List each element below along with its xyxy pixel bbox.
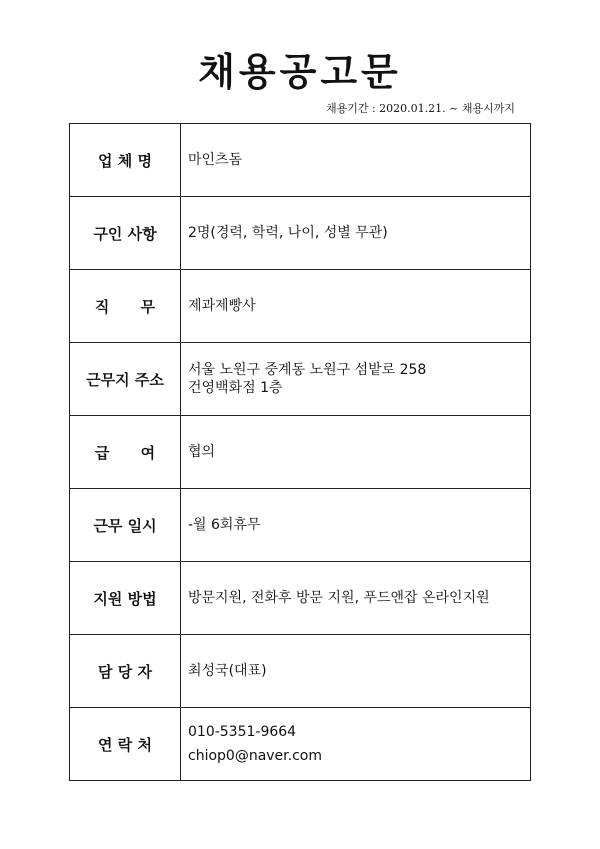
table-row [70, 124, 531, 197]
value-line: 최성국(대표) [188, 663, 267, 679]
table-row [70, 489, 531, 562]
row-label: 담 당 자 [70, 635, 181, 708]
contact-info [181, 708, 531, 781]
work-address [181, 343, 531, 416]
hiring-requirements [181, 197, 531, 270]
row-label: 연 락 처 [70, 708, 181, 781]
value-line: 서울 노원구 중계동 노원구 섬밭로 258 [188, 362, 427, 378]
value-line: 제과제빵사 [188, 298, 256, 314]
value-line: 건영백화점 1층 [188, 380, 283, 396]
row-label: 근무 일시 [70, 489, 181, 562]
table-row [70, 197, 531, 270]
table-row [70, 635, 531, 708]
email-address: chiop0@naver.com [188, 748, 322, 764]
table-row [70, 562, 531, 635]
value-line: 협의 [188, 444, 216, 460]
phone-number: 010-5351-9664 [188, 724, 297, 740]
value-line: 2명(경력, 학력, 나이, 성별 무관) [188, 225, 388, 241]
row-label: 지원 방법 [70, 562, 181, 635]
salary [181, 416, 531, 489]
table-row [70, 416, 531, 489]
value-line: -월 6회휴무 [188, 517, 261, 533]
row-label: 직 무 [70, 270, 181, 343]
table-row [70, 708, 531, 781]
row-label: 업 체 명 [70, 124, 181, 197]
work-schedule [181, 489, 531, 562]
value-line: 방문지원, 전화후 방문 지원, 푸드앤잡 온라인지원 [188, 590, 490, 606]
recruitment-period: 채용기간 : 2020.01.21. ~ 채용시까지 [325, 102, 515, 115]
document-title: 채용공고문 [198, 49, 402, 94]
job-posting-table [69, 123, 531, 781]
table-row [70, 270, 531, 343]
row-label: 근무지 주소 [70, 343, 181, 416]
table-row [70, 343, 531, 416]
row-label: 급 여 [70, 416, 181, 489]
row-label: 구인 사항 [70, 197, 181, 270]
job-duty [181, 270, 531, 343]
company-name [181, 124, 531, 197]
value-line: 마인츠돔 [188, 152, 243, 168]
contact-person [181, 635, 531, 708]
application-method [181, 562, 531, 635]
